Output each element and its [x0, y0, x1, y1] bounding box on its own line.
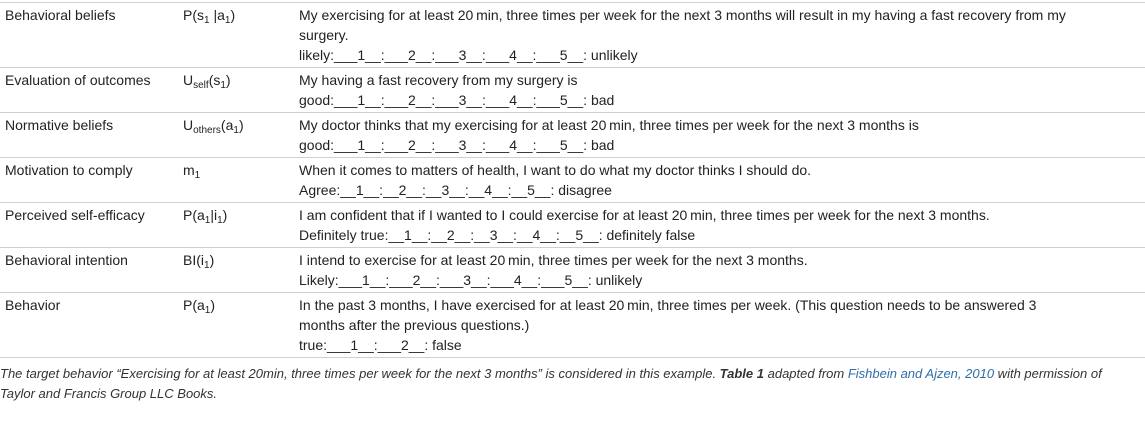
response-scale: Likely:___1__:___2__:___3__:___4__:___5__: unlikely — [299, 272, 643, 288]
symbol-cell: $BI(i_1)$ — [183, 252, 215, 271]
table-row — [0, 158, 1145, 203]
table-row — [0, 68, 1145, 113]
symbol-cell: $P(s_1$ $|a_1$) — [183, 7, 236, 26]
item-text: surgery. — [299, 27, 349, 43]
construct-cell: Behavioral beliefs — [5, 7, 116, 23]
item-cell — [299, 3, 1145, 68]
construct-cell: Behavior — [5, 297, 61, 313]
response-scale: Definitely true:__1__:__2__:__3__:__4__:__5__: definitely false — [299, 227, 696, 243]
table-row — [0, 3, 1145, 68]
table-reference: Table 1 — [719, 366, 764, 381]
symbol-cell: $U_{others}(a_1)$ — [183, 117, 244, 136]
table-row — [0, 248, 1145, 293]
citation-link[interactable]: Fishbein and Ajzen, 2010 — [847, 366, 995, 381]
symbol-cell: $P(a_1|i_1)$ — [183, 207, 228, 226]
item-cell — [299, 158, 1145, 203]
construct-cell: Normative beliefs — [5, 117, 114, 133]
response-scale: Agree:__1__:__2__:__3__:__4__:__5__: disagree — [299, 182, 612, 198]
survey-table — [0, 2, 1145, 358]
item-text: months after the previous questions.) — [299, 317, 530, 333]
symbol-cell: $P(a_1)$ — [183, 297, 216, 316]
item-text: When it comes to matters of health, I want to do what my doctor thinks I should do. — [299, 162, 812, 178]
item-text: My having a fast recovery from my surgery is — [299, 72, 578, 88]
response-scale: good:___1__:___2__:___3__:___4__:___5__: bad — [299, 137, 615, 153]
item-text: In the past 3 months, I have exercised for at least 20 min, three times per week. (This question needs to be answered 3 — [299, 297, 1037, 313]
response-scale: true:___1__:___2__: false — [299, 337, 462, 353]
construct-cell: Evaluation of outcomes — [5, 72, 151, 88]
item-cell — [299, 203, 1145, 248]
item-text: My exercising for at least 20 min, three times per week for the next 3 months will result in my having a fast recovery from my — [299, 7, 1066, 23]
table-row — [0, 293, 1145, 358]
item-cell — [299, 248, 1145, 293]
table-row — [0, 203, 1145, 248]
item-text: I intend to exercise for at least 20 min, three times per week for the next 3 months. — [299, 252, 808, 268]
item-text: I am confident that if I wanted to I could exercise for at least 20 min, three times per week for the next 3 months. — [299, 207, 990, 223]
table-footnote: The target behavior “Exercising for at least 20min, three times per week for the next 3 months” is considered in this example. Table 1 adapted from Fishbein and Ajzen, 2010 with permission of Taylor and Francis Group LLC Books. — [0, 366, 1102, 401]
item-text: My doctor thinks that my exercising for at least 20 min, three times per week for the next 3 months is — [299, 117, 919, 133]
symbol-cell: $m_1$ — [183, 162, 201, 181]
item-cell — [299, 68, 1145, 113]
construct-cell: Behavioral intention — [5, 252, 128, 268]
table-row — [0, 113, 1145, 158]
construct-cell: Motivation to comply — [5, 162, 133, 178]
construct-cell: Perceived self-efficacy — [5, 207, 145, 223]
item-cell — [299, 293, 1145, 358]
symbol-cell: $U_{self}(s_1)$ — [183, 72, 231, 91]
response-scale: likely:___1__:___2__:___3__:___4__:___5__: unlikely — [299, 47, 638, 63]
response-scale: good:___1__:___2__:___3__:___4__:___5__: bad — [299, 92, 615, 108]
item-cell — [299, 113, 1145, 158]
